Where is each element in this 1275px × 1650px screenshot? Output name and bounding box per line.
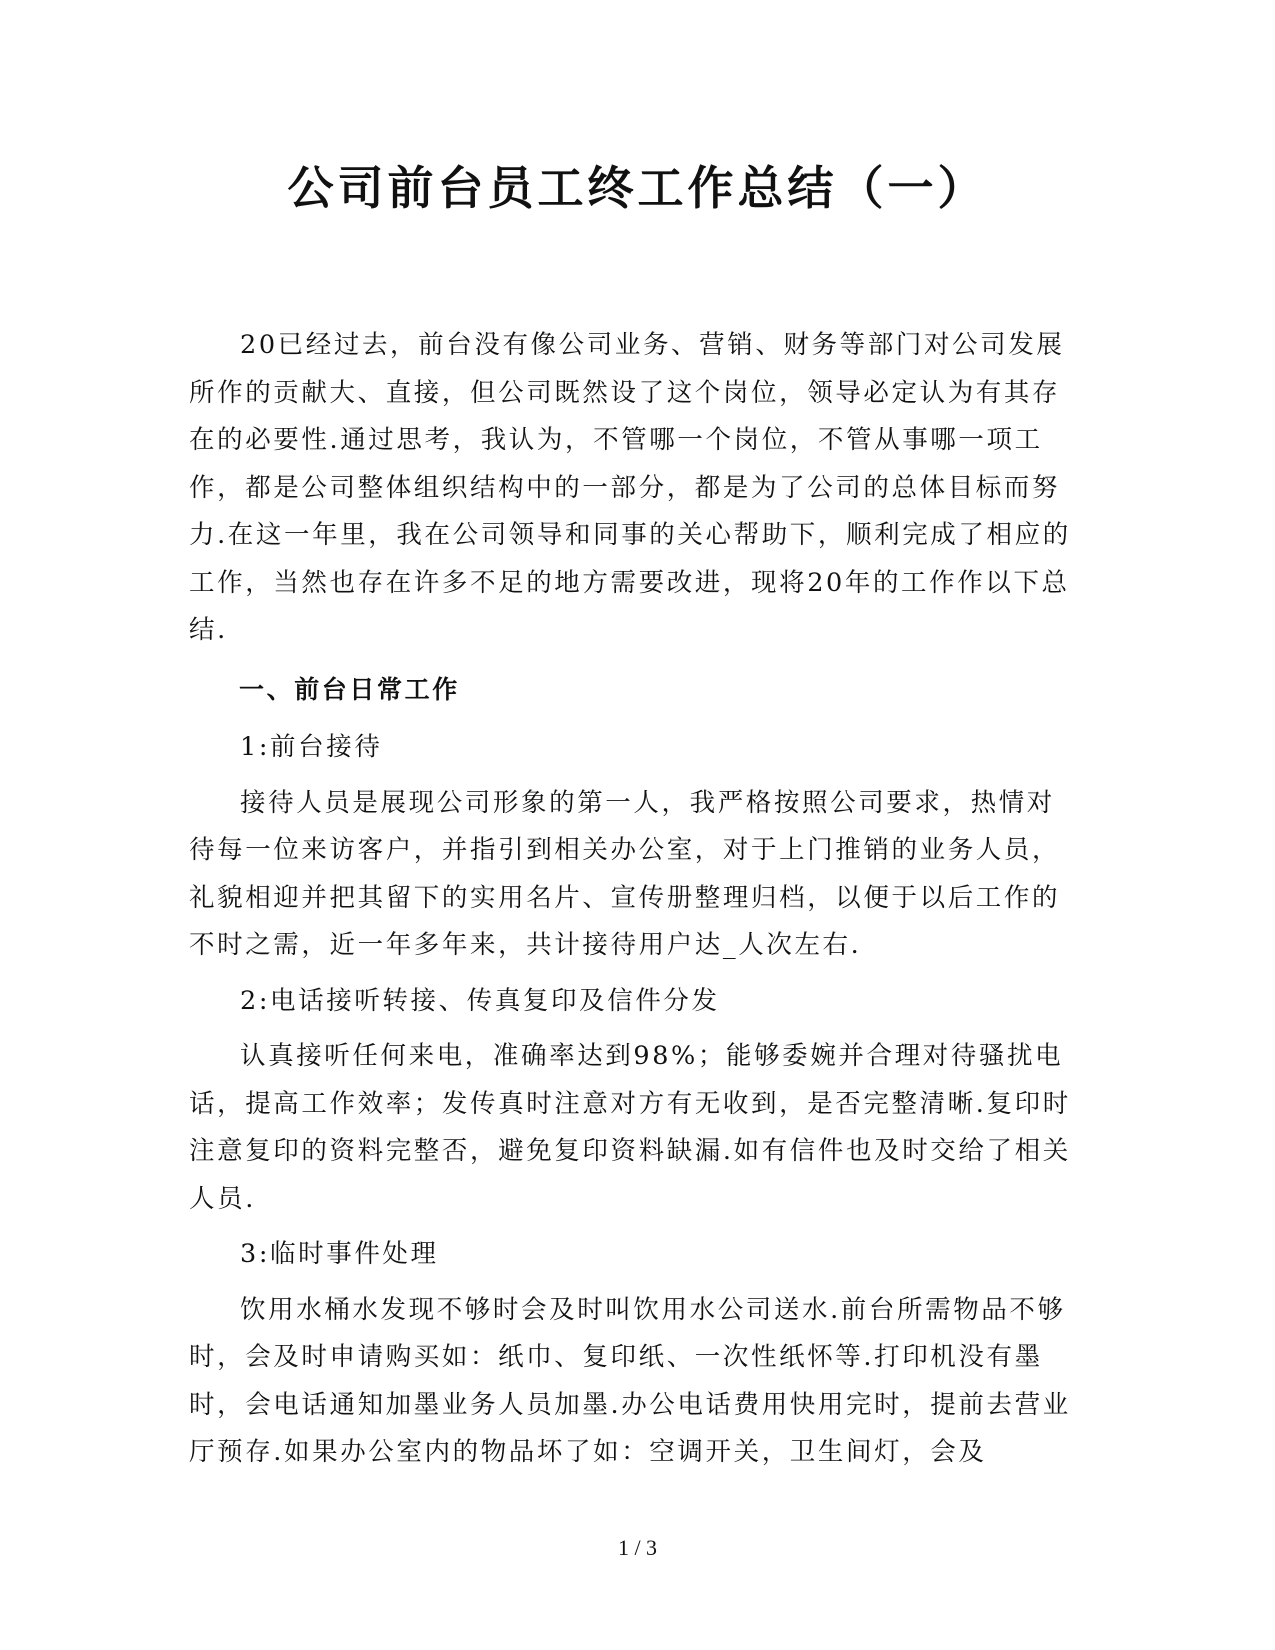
document-body — [189, 322, 1079, 1477]
item-heading-phone: 2:电话接听转接、传真复印及信件分发 — [240, 985, 720, 1016]
item-text-reception: 接待人员是展现公司形象的第一人，我严格按照公司要求，热情对待每一位来访客户，并指引到相关办公室，对于上门推销的业务人员，礼貌相迎并把其留下的实用名片、宣传册整理归档，以便于以后工作的不时之需，近一年多年来，共计接待用户达_人次左右. — [189, 787, 1061, 960]
section-heading: 一、前台日常工作 — [239, 674, 460, 704]
item-text-incidents: 饮用水桶水发现不够时会及时叫饮用水公司送水.前台所需物品不够时，会及时申请购买如：纸巾、复印纸、一次性纸怀等.打印机没有墨时，会电话通知加墨业务人员加墨.办公电话费用快用完时，提前去营业厅预存.如果办公室内的物品坏了如：空调开关，卫生间灯，会及 — [189, 1294, 1071, 1467]
intro-paragraph: 20已经过去，前台没有像公司业务、营销、财务等部门对公司发展所作的贡献大、直接，但公司既然设了这个岗位，领导必定认为有其存在的必要性.通过思考，我认为，不管哪一个岗位，不管从事哪一项工作，都是公司整体组织结构中的一部分，都是为了公司的总体目标而努力.在这一年里，我在公司领导和同事的关心帮助下，顺利完成了相应的工作，当然也存在许多不足的地方需要改进，现将20年的工作作以下总结. — [189, 330, 1071, 645]
document-title: 公司前台员工终工作总结（一） — [287, 161, 988, 215]
page-number: 1 / 3 — [617, 1535, 658, 1560]
item-heading-reception: 1:前台接待 — [240, 732, 383, 762]
item-text-phone: 认真接听任何来电，准确率达到98%；能够委婉并合理对待骚扰电话，提高工作效率；发传真时注意对方有无收到，是否完整清晰.复印时注意复印的资料完整否，避免复印资料缺漏.如有信件也及时交给了相关人员. — [189, 1041, 1071, 1214]
item-heading-incidents: 3:临时事件处理 — [240, 1239, 439, 1269]
